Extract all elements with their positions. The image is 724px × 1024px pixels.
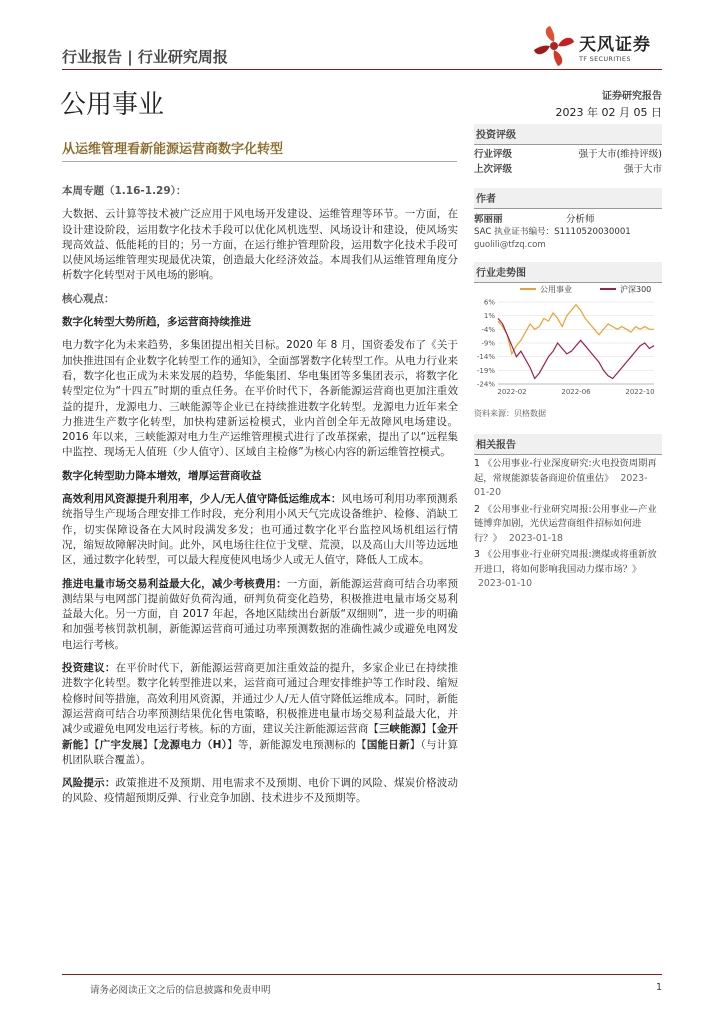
related-report-item[interactable] xyxy=(474,457,662,501)
core-label: 核心观点： xyxy=(62,292,115,305)
report-date: 2023 年 02 月 05 日 xyxy=(555,106,662,119)
footer-divider xyxy=(62,974,662,975)
report-type: 行业报告 | 行业研究周报 xyxy=(62,48,228,66)
y-tick-label: -19% xyxy=(476,366,495,375)
paragraph-3-text: 一方面，新能源运营商可结合功率预测结果与电网部门提前做好负荷沟通，研判负荷变化趋势，积极推进电量市场交易利益最大化。另一方面，自 2017 年起，各地区陆续出台新版“双细则”，进一步的明确和加强考核罚款机制，新能源运营商可通过功率预测数据的准确性减少或避免电网发电运行考核。 xyxy=(62,577,458,651)
y-tick-label: -9% xyxy=(481,339,495,348)
tf-logo xyxy=(533,22,663,70)
industry-title: 公用事业 xyxy=(60,90,165,120)
paragraph-3-keyword: 推进电量市场交易利益最大化，减少考核费用： xyxy=(62,577,287,590)
main-body xyxy=(62,184,458,815)
rating-label: 上次评级 xyxy=(474,164,513,175)
report-category: 证券研究报告 xyxy=(602,91,662,102)
section-heading-1: 数字化转型大势所趋，多运营商持续推进 xyxy=(62,316,251,329)
y-tick-label: -14% xyxy=(476,353,495,362)
rating-heading: 投资评级 xyxy=(474,124,662,145)
related-report-title[interactable]: 2 《公用事业-行业研究周报:公用事业—产业链博弈加剧，光伏运营商组件招标如何进行？》 xyxy=(474,503,657,544)
rating-value: 强于大市(维持评级) xyxy=(578,149,662,160)
related-heading: 相关报告 xyxy=(474,434,662,455)
y-tick-label: 1% xyxy=(483,312,495,321)
related-report-date: 2023-01-20 xyxy=(474,472,648,498)
investment-advice xyxy=(62,661,458,768)
rating-row xyxy=(474,147,662,162)
rating-value: 强于大市 xyxy=(623,164,662,175)
stock-sanxia: 三峡能源 xyxy=(378,723,422,736)
stock-longyuan: 龙源电力（H） xyxy=(158,738,228,751)
author-email[interactable]: guolili@tfzq.com xyxy=(474,240,546,250)
x-tick-label: 2022-06 xyxy=(561,388,591,396)
trend-section xyxy=(474,262,662,283)
rating-section xyxy=(474,124,662,177)
related-report-title[interactable]: 1 《公用事业-行业深度研究:火电投资周期再起，常规能源装备商迎价值重估》 xyxy=(474,458,657,484)
related-report-title[interactable]: 3 《公用事业-行业研究周报:澳煤或将重新放开进口，将如何影响我国动力煤市场？》 xyxy=(474,549,657,575)
legend-label: 沪深300 xyxy=(620,285,652,294)
risk-warning-text: 政策推进不及预期、用电需求不及预期、电价下调的风险、煤炭价格波动的风险、疫情超预期反弹、行业竞争加剧、技术进步不及预期等。 xyxy=(62,777,459,805)
paragraph-3 xyxy=(62,577,458,653)
author-heading: 作者 xyxy=(474,188,662,209)
report-title: 从运维管理看新能源运营商数字化转型 xyxy=(62,142,284,157)
bracket-sep: 】（与计算机团队联合覆盖）。 xyxy=(62,738,458,766)
paragraph-2 xyxy=(62,492,458,568)
author-name: 郭丽丽 xyxy=(474,214,503,225)
pinwheel-logo-icon xyxy=(533,24,575,68)
bracket-sep: 】【 xyxy=(421,723,437,736)
trend-heading: 行业走势图 xyxy=(474,262,662,283)
logo-chinese-name: 天风证券 xyxy=(579,35,651,55)
rating-label: 行业评级 xyxy=(474,149,513,160)
industry-trend-chart xyxy=(474,282,662,404)
footer-disclaimer: 请务必阅读正文之后的信息披露和免责申明 xyxy=(90,985,271,996)
paragraph-2-keyword: 高效利用风资源提升利用率，少人/无人值守降低运维成本： xyxy=(62,493,342,506)
investment-advice-keyword: 投资建议： xyxy=(62,662,116,675)
author-row xyxy=(474,213,662,226)
related-section xyxy=(474,434,662,592)
y-tick-label: -4% xyxy=(481,325,495,334)
chart-source: 资料来源：贝格数据 xyxy=(474,409,546,418)
rating-row xyxy=(474,162,662,177)
section-heading-2: 数字化转型助力降本增效，增厚运营商收益 xyxy=(62,469,262,482)
legend-label: 公用事业 xyxy=(540,285,572,294)
page-number: 1 xyxy=(655,982,662,993)
related-report-date: 2023-01-18 xyxy=(508,532,563,544)
paragraph-2-text: 风电场可利用功率预测系统指导生产现场合理安排工作时段，充分利用小风天气完成设备维护、检修、消缺工作，切实保障设备在大风时段满发多发；也可通过数字化平台监控风场机组运行情况，缩短故障解决时间。此外，风电场往往位于戈壁、荒漠，以及高山大川等边远地区，通过数字化转型，可以最大程度使风电场少人或无人值守，降低人工成本。 xyxy=(62,493,459,567)
topic-label: 本周专题（1.16-1.29）： xyxy=(62,185,187,197)
related-report-date: 2023-01-10 xyxy=(478,578,533,589)
x-tick-label: 2022-02 xyxy=(497,388,527,396)
stock-guangyu: 广宇发展 xyxy=(99,738,143,751)
title-divider xyxy=(62,161,457,162)
bracket-sep: 】【 xyxy=(142,738,159,751)
author-section xyxy=(474,188,662,252)
risk-warning-keyword: 风险提示： xyxy=(62,777,116,790)
bracket-sep: 】【 xyxy=(83,738,100,751)
author-title: 分析师 xyxy=(566,214,595,225)
series-line-csi300 xyxy=(498,318,654,378)
related-report-item[interactable] xyxy=(474,548,662,592)
stock-jinkai: 金开新能 xyxy=(62,723,459,751)
author-sac: SAC 执业证书编号：S1110520030001 xyxy=(474,227,631,237)
stock-guoneng: 国能日新 xyxy=(366,738,410,751)
y-tick-label: -24% xyxy=(476,380,495,389)
y-tick-label: 6% xyxy=(483,298,495,307)
logo-english-name: TF SECURITIES xyxy=(579,55,631,63)
intro-paragraph: 大数据、云计算等技术被广泛应用于风电场开发建设、运维管理等环节。一方面，在设计建设阶段，运用数字化技术手段可以优化风机选型、风场设计和建设，使风场实现高效益、低能耗的目的；另一方面，在运行维护管理阶段，运用数字化技术手段可以使风场运维管理实现最优决策，创造最大化经济效益。本周我们从运维管理角度分析数字化转型对于风电场的影响。 xyxy=(62,208,458,282)
related-report-item[interactable] xyxy=(474,503,662,547)
investment-advice-text: 在平价时代下，新能源运营商更加注重效益的提升，多家企业已在持续推进数字化转型。数字化转型推进以来，运营商可通过合理安排维护等工作时段、缩短检修时间等措施，高效利用风资源，并通过少人/无人值守降低运维成本。同时，新能源运营商可结合功率预测结果优化售电策略，积极推进电量市场交易利益最大化，并减少或避免电网发电运行考核。标的方面，建议关注新能源运营商【 xyxy=(62,662,459,736)
risk-warning xyxy=(62,776,458,807)
paragraph-1: 电力数字化为未来趋势，多集团提出相关目标。2020 年 8 月，国资委发布了《关于加快推进国有企业数字化转型工作的通知》，全面部署数字化转型工作。从电力行业来看，数字化也正成为未来发展的趋势，华能集团、华电集团等多集团表示，将数字化转型定位为“十四五”时期的重点任务。在平价时代下，各新能源运营商也更加注重效益的提升，龙源电力、三峡能源等企业已在持续推进数字化转型。龙源电力近年来全力推进生产数字化转型，加快构建新运检模式，业内首创全年无故障风电场建设。2016 年以来，三峡能源对电力生产运维管理模式进行了改革探索，提出了以“远程集中监控、现场无人值班（少人值守）、区域自主检修”为核心内容的新运维管控模式。 xyxy=(62,339,458,459)
bracket-sep: 】等，新能源发电预测标的【 xyxy=(227,738,367,751)
x-tick-label: 2022-10 xyxy=(625,388,655,396)
